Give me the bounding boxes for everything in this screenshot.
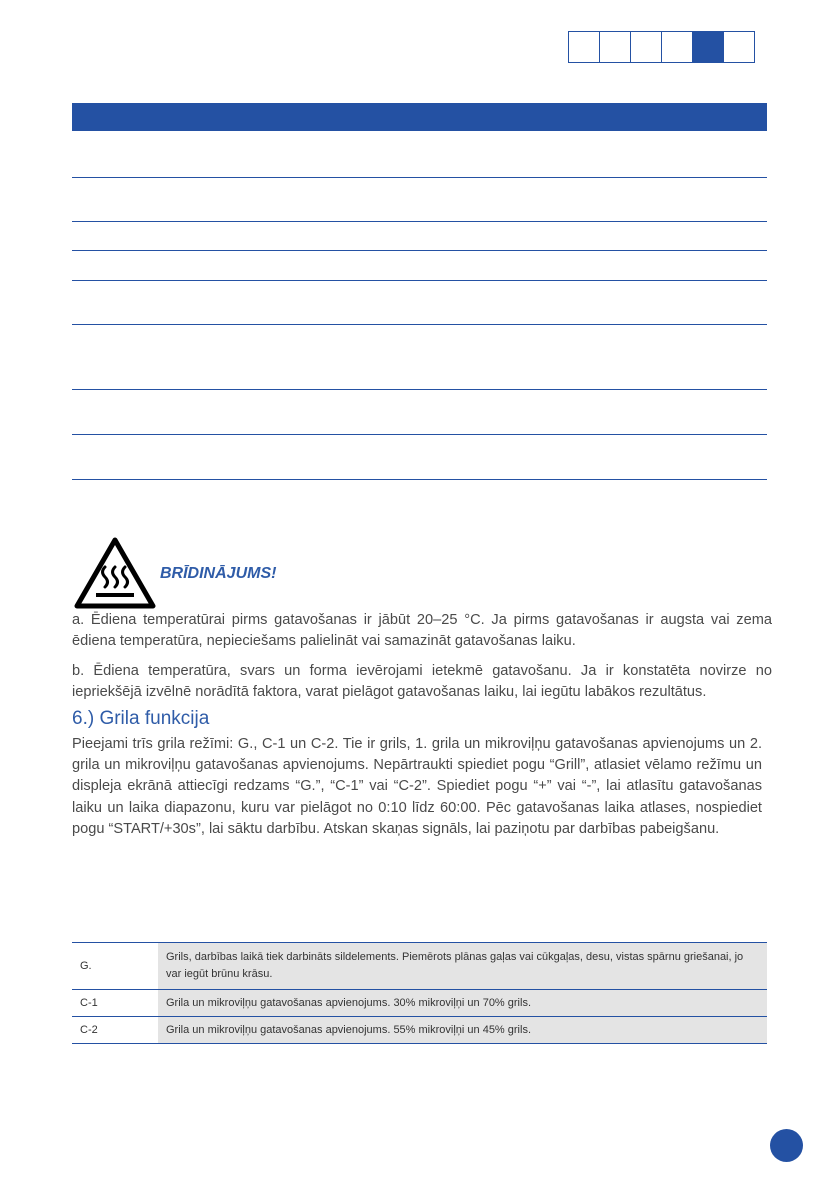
table-row-rule [72, 434, 767, 435]
mode-code: G. [72, 943, 158, 990]
warning-paragraph-b: b. Ēdiena temperatūra, svars un forma ievērojami ietekmē gatavošanu. Ja ir konstatēta novirze no iepriekšējā izvēlnē norādītā faktora, varat pielāgot gatavošanas laiku, lai iegūtu labākos rezultātus. [72, 663, 772, 700]
table-row-rule [72, 389, 767, 390]
table-row-rule [72, 250, 767, 251]
warning-title: BRĪDINĀJUMS! [160, 565, 277, 582]
table-row-rule [72, 177, 767, 178]
table-row-rule [72, 324, 767, 325]
grill-modes-table [72, 942, 767, 1044]
mode-code: C-2 [72, 1017, 158, 1044]
table-row [72, 943, 767, 990]
table-row-rule [72, 280, 767, 281]
table-row [72, 1017, 767, 1044]
language-tab-1 [568, 31, 600, 63]
table-header-bar [72, 103, 767, 131]
warning-paragraph-a: a. Ēdiena temperatūrai pirms gatavošanas ir jābūt 20–25 °C. Ja pirms gatavošanas ir augsta vai zema ēdiena temperatūra, nepieciešams palielināt vai samazināt gatavošanas laiku. [72, 612, 772, 649]
page-number-badge [770, 1129, 803, 1162]
table-row [72, 990, 767, 1017]
mode-code: C-1 [72, 990, 158, 1017]
table-row-rule [72, 221, 767, 222]
table-row-rule [72, 479, 767, 480]
section-body: Pieejami trīs grila režīmi: G., C-1 un C-2. Tie ir grils, 1. grila un mikroviļņu gatavošanas apvienojums un 2. grila un mikroviļņu gatavošanas apvienojums. Nepārtraukti spiediet pogu “Grill”, atlasiet vēlamo režīmu un displeja ekrānā attiecīgi redzams “G.”, “C-1” vai “C-2”. Spiediet pogu “+” vai “-”, lai atlasītu gatavošanas laiku un laika diapazonu, kuru var pielāgot no 0:10 līdz 60:00. Pēc gatavošanas laika atlases, nospiediet pogu “START/+30s”, lai sāktu darbību. Atskan skaņas signāls, lai paziņotu par darbības pabeigšanu. [72, 736, 762, 837]
language-tab-6 [723, 31, 755, 63]
mode-description: Grila un mikroviļņu gatavošanas apvienojums. 30% mikroviļņi un 70% grils. [158, 990, 767, 1017]
language-tab-3 [630, 31, 662, 63]
language-tab-4 [661, 31, 693, 63]
mode-description: Grila un mikroviļņu gatavošanas apvienojums. 55% mikroviļņi un 45% grils. [158, 1017, 767, 1044]
language-tab-5-active [692, 31, 724, 63]
language-tab-2 [599, 31, 631, 63]
mode-description: Grils, darbības laikā tiek darbināts sildelements. Piemērots plānas gaļas vai cūkgaļas, desu, vistas spārnu griešanai, jo var iegūt brūnu krāsu. [158, 943, 767, 990]
language-tabs [569, 31, 755, 63]
hot-surface-warning-icon [74, 537, 156, 609]
section-title: 6.) Grila funkcija [72, 708, 210, 729]
